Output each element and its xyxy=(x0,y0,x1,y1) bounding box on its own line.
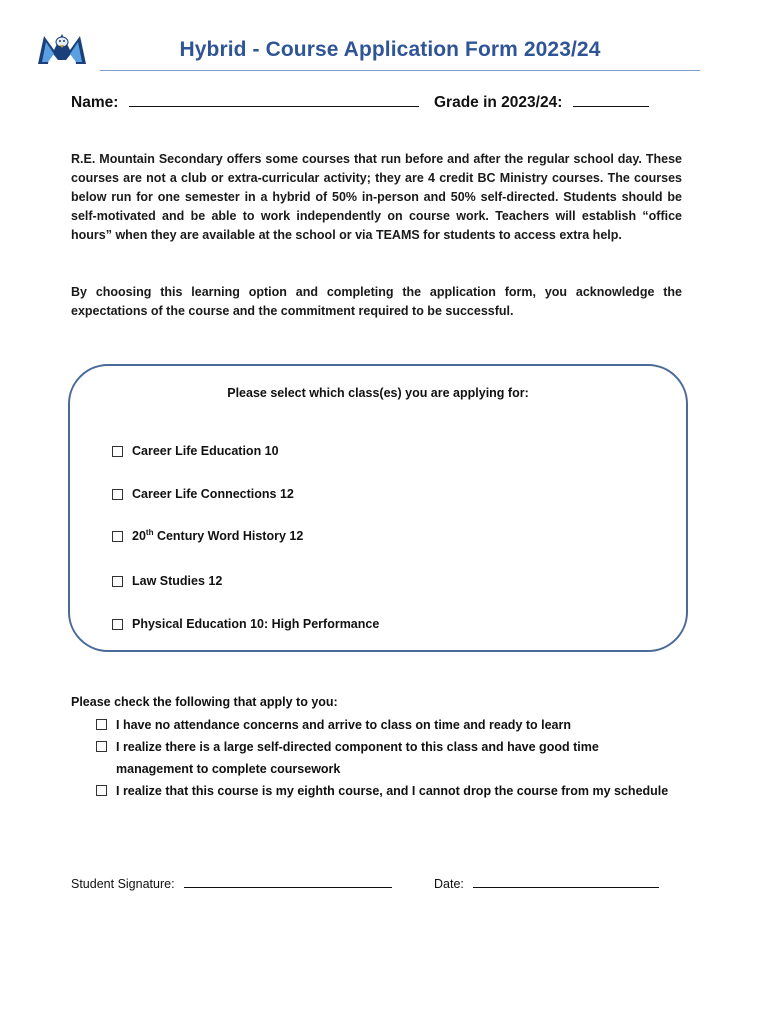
course-option[interactable] xyxy=(112,529,303,543)
acknowledgement-paragraph: By choosing this learning option and completing the application form, you acknowledge the expectations of the course and the commitment required to be successful. xyxy=(71,285,682,318)
name-field-row xyxy=(71,92,419,112)
grade-input-line[interactable] xyxy=(573,92,649,107)
acknowledgement-item[interactable] xyxy=(96,780,716,802)
acknowledgement-item[interactable] xyxy=(96,736,656,780)
course-label-prefix: 20 xyxy=(132,529,146,543)
name-label: Name: xyxy=(71,94,119,111)
student-signature-label: Student Signature: xyxy=(71,877,175,891)
acknowledgement-label: I realize that this course is my eighth course, and I cannot drop the course from my schedule xyxy=(116,784,669,798)
grade-label: Grade in 2023/24: xyxy=(434,94,563,111)
course-label: Law Studies 12 xyxy=(132,574,223,588)
checkbox-icon[interactable] xyxy=(112,531,123,542)
student-signature-row xyxy=(71,875,392,891)
date-label: Date: xyxy=(434,877,464,891)
checkbox-icon[interactable] xyxy=(112,576,123,587)
course-label: Physical Education 10: High Performance xyxy=(132,617,380,631)
course-label-suffix: Century Word History 12 xyxy=(153,529,304,543)
course-label: Career Life Education 10 xyxy=(132,444,279,458)
checkbox-icon[interactable] xyxy=(112,619,123,630)
intro-paragraph: R.E. Mountain Secondary offers some courses that run before and after the regular school day. These courses are not a club or extra-curricular activity; they are 4 credit BC Ministry courses. The courses below run for one semester in a hybrid of 50% in-person and 50% self-directed. Students should be self-motivated and be able to work independently on course work. Teachers will establish “office hours” when they are available at the school or via TEAMS for students to access extra help. xyxy=(71,152,682,242)
course-label xyxy=(132,529,303,543)
checkbox-icon[interactable] xyxy=(96,719,107,730)
date-row xyxy=(434,875,659,891)
student-signature-line[interactable] xyxy=(184,875,392,888)
page-title: Hybrid - Course Application Form 2023/24 xyxy=(179,38,601,61)
grade-field-row xyxy=(434,92,649,112)
checkbox-icon[interactable] xyxy=(96,741,107,752)
acknowledgements-heading: Please check the following that apply to you: xyxy=(71,695,338,709)
checkbox-icon[interactable] xyxy=(112,446,123,457)
course-option[interactable] xyxy=(112,617,379,631)
acknowledgement-label: I realize there is a large self-directed component to this class and have good time management to complete coursework xyxy=(116,740,599,776)
course-label-superscript: th xyxy=(145,527,154,537)
course-selection-heading: Please select which class(es) you are applying for: xyxy=(227,386,529,400)
course-option[interactable] xyxy=(112,487,294,501)
acknowledgement-label: I have no attendance concerns and arrive to class on time and ready to learn xyxy=(116,718,572,732)
checkbox-icon[interactable] xyxy=(96,785,107,796)
course-option[interactable] xyxy=(112,574,222,588)
course-option[interactable] xyxy=(112,444,279,458)
mountain-eagle-logo-icon xyxy=(36,28,88,66)
date-line[interactable] xyxy=(473,875,659,888)
checkbox-icon[interactable] xyxy=(112,489,123,500)
course-label: Career Life Connections 12 xyxy=(132,487,294,501)
title-divider xyxy=(100,70,700,71)
name-input-line[interactable] xyxy=(129,92,419,107)
acknowledgement-item[interactable] xyxy=(96,714,706,736)
course-selection-box xyxy=(68,364,688,652)
